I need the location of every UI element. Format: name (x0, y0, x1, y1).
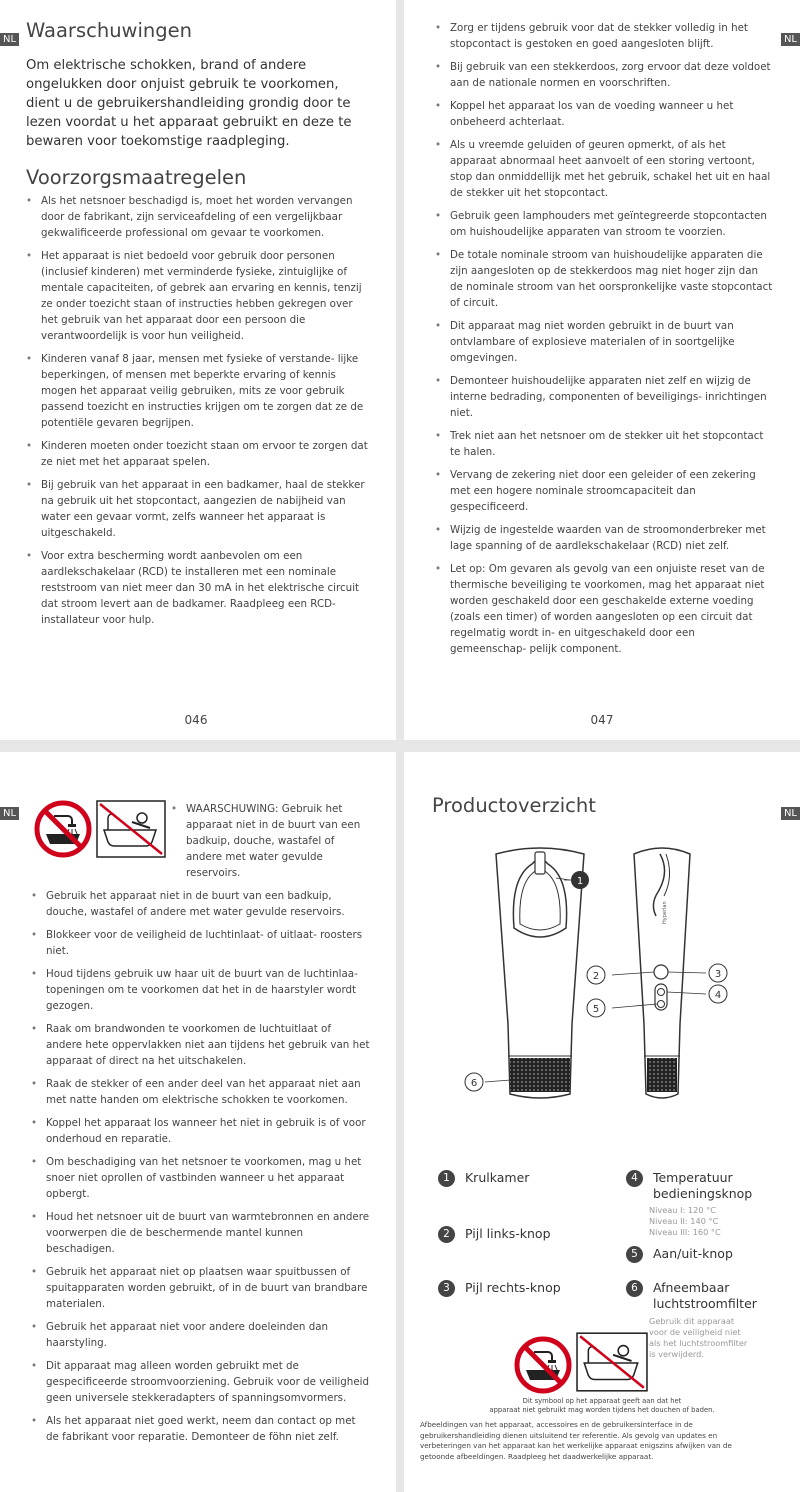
language-tab: NL (0, 807, 19, 820)
list-item: • Bij gebruik van een stekkerdoos, zorg ervoor dat deze voldoet aan de nationale normen en voorschriften. (434, 59, 774, 91)
warning-line: reservoirs. (186, 867, 241, 879)
legend-number: 5 (626, 1246, 643, 1263)
list-item: • Trek niet aan het netsnoer om de stekker uit het stopcontact te halen. (434, 428, 774, 460)
callout-2 (587, 966, 605, 984)
warning-line: WAARSCHUWING: Gebruik het (186, 803, 343, 815)
temperature-levels (649, 1205, 721, 1238)
list-item: • Koppel het apparaat los van de voeding wanneer u het onbeheerd achterlaat. (434, 98, 774, 130)
symbol-caption (404, 1397, 800, 1415)
legend-label: Pijl rechts-knop (464, 1280, 561, 1295)
warning-line: andere met water gevulde (186, 851, 323, 863)
precautions-list-continued (434, 20, 774, 664)
page-049 (404, 752, 800, 1492)
bath-warning: • WAARSCHUWING: Gebruik het apparaat niet in de buurt van een badkuip, douche, wastafel of andere met water gevulde reservoirs. (170, 801, 380, 881)
no-shower-icon (514, 1336, 572, 1394)
list-item: • Gebruik het apparaat niet op plaatsen waar spuitbussen of spuitapparaten worden gebruikt, of in de buurt van brandbare materialen. (30, 1264, 370, 1312)
list-item: • Houd het netsnoer uit de buurt van warmtebronnen en andere voorwerpen die de beschermende mantel kunnen beschadigen. (30, 1209, 370, 1257)
lead-line: dient u de gebruikershandleiding grondig door te (26, 96, 351, 111)
legend-item-5 (626, 1246, 733, 1263)
legend-number: 2 (438, 1226, 455, 1243)
lead-line: lezen voordat u het apparaat gebruikt en deze te (26, 115, 352, 130)
no-styler-near-bath-icon (96, 800, 166, 858)
level-text: Niveau I: 120 °C (649, 1205, 716, 1215)
heading-precautions: Voorzorgsmaatregelen (26, 166, 247, 189)
no-shower-icon (34, 800, 92, 858)
note-line: als het luchtstroomfilter (649, 1338, 748, 1348)
list-item: • Raak om brandwonden te voorkomen de luchtuitlaat of andere hete oppervlakken niet aan tijdens het gebruik van het apparaat of direct na het uitschakelen. (30, 1021, 370, 1069)
device-front-view (496, 848, 584, 1098)
caption-line: Dit symbool op het apparaat geeft aan dat het (522, 1397, 682, 1405)
list-item: • Koppel het apparaat los wanneer het niet in gebruik is of voor onderhoud en reparatie. (30, 1115, 370, 1147)
note-line: Gebruik dit apparaat (649, 1316, 735, 1326)
list-item: • Blokkeer voor de veiligheid de luchtinlaat- of uitlaat- roosters niet. (30, 927, 370, 959)
callout-4 (709, 985, 727, 1003)
list-item: • Vervang de zekering niet door een geleider of een zekering met een hogere nominale stroomcapaciteit dan gespecificeerd. (434, 467, 774, 515)
callout-number: 4 (714, 990, 722, 1001)
legend-item-4 (626, 1170, 752, 1202)
legend-number: 1 (438, 1170, 455, 1187)
language-tab: NL (781, 807, 800, 820)
list-item: • Gebruik het apparaat niet in de buurt van een badkuip, douche, wastafel of andere met water gevulde reservoirs. (30, 888, 370, 920)
warnings-lead (26, 56, 386, 151)
language-tab: NL (781, 33, 800, 46)
note-line: voor de veiligheid niet (649, 1327, 741, 1337)
list-item: • Dit apparaat mag niet worden gebruikt in de buurt van ontvlambare of explosieve materialen of in soortgelijke omgevingen. (434, 318, 774, 366)
lead-line: Om elektrische schokken, brand of andere (26, 58, 307, 73)
device-brand-label: Hyperlan (662, 901, 668, 924)
list-item: • Dit apparaat mag alleen worden gebruikt met de gespecificeerde stroomvoorziening. Gebruik voor de veiligheid geen universele stekkeradapters of spanningsomvormers. (30, 1358, 370, 1406)
legend-number: 6 (626, 1280, 643, 1297)
level-text: Niveau III: 160 °C (649, 1227, 721, 1237)
lead-line: bewaren voor toekomstige raadpleging. (26, 134, 290, 149)
disclaimer-line: Afbeeldingen van het apparaat, accessoires en de gebruikersinterface in de (420, 1420, 693, 1429)
precautions-list (25, 193, 370, 635)
lead-line: ongelukken door onjuist gebruik te voorkomen, (26, 77, 339, 92)
legend-number: 3 (438, 1280, 455, 1297)
legend-item-1 (438, 1170, 529, 1187)
list-item: • Als u vreemde geluiden of geuren opmerkt, of als het apparaat abnormaal heet aanvoelt of een storing vertoont, stop dan onmiddellijk met het gebruik, schakel het uit en haal de stekker uit het stopcontact. (434, 137, 774, 201)
caption-line: apparaat niet gebruikt mag worden tijdens het douchen of baden. (489, 1406, 715, 1414)
list-item: • Zorg er tijdens gebruik voor dat de stekker volledig in het stopcontact is gestoken en goed aangesloten blijft. (434, 20, 774, 52)
callout-number: 2 (592, 971, 600, 982)
list-item: • Bij gebruik van het apparaat in een badkamer, haal de stekker na gebruik uit het stopcontact, aangezien de nabijheid van water een gevaar vormt, zelfs wanneer het apparaat is uitgeschakeld. (25, 477, 370, 541)
list-item: • Gebruik het apparaat niet voor andere doeleinden dan haarstyling. (30, 1319, 370, 1351)
disclaimer-line: gebruikershandleiding dienen uitsluitend ter referentie. Als gevolg van updates en (420, 1430, 718, 1440)
list-item: • Het apparaat is niet bedoeld voor gebruik door personen (inclusief kinderen) met verminderde fysieke, zintuiglijke of mentale capaciteiten, of gebrek aan ervaring en kennis, tenzij ze onder toezicht staan of instructies hebben gekregen over het gebruik van het apparaat door een persoon die verantwoordelijk is voor hun veiligheid. (25, 248, 370, 344)
legend-label: Pijl links-knop (464, 1226, 551, 1241)
language-tab: NL (0, 33, 19, 46)
callout-6 (465, 1073, 483, 1091)
page-number: 047 (590, 713, 614, 727)
note-line: is verwijderd. (649, 1349, 704, 1359)
page-047 (404, 0, 800, 740)
disclaimer-line: getoonde afbeeldingen. Raadpleeg het daadwerkelijke apparaat. (420, 1451, 654, 1461)
list-item: • Gebruik geen lamphouders met geïntegreerde stopcontacten om huishoudelijke apparaten van stroom te voorzien. (434, 208, 774, 240)
page-number: 046 (184, 713, 208, 727)
page-048 (0, 752, 396, 1492)
legend-label: Aan/uit-knop (652, 1246, 733, 1261)
list-item: • Let op: Om gevaren als gevolg van een onjuiste reset van de thermische beveiliging te voorkomen, mag het apparaat niet worden geschakeld door een geschakelde externe voeding (zoals een timer) of worden aangesloten op een circuit dat regelmatig wordt in- en uitgeschakeld door een gemeenschap- pelijk component. (434, 561, 774, 657)
warning-line: badkuip, douche, wastafel of (186, 835, 335, 847)
list-item: • De totale nominale stroom van huishoudelijke apparaten die zijn aangesloten op de stekkerdoos mag niet hoger zijn dan de nominale stroom van het oorspronkelijke vaste stopcontact of circuit. (434, 247, 774, 311)
page-046 (0, 0, 396, 740)
filter-note (649, 1316, 747, 1360)
callout-3 (709, 964, 727, 982)
list-item: • Wijzig de ingestelde waarden van de stroomonderbreker met lage spanning of de aardlekschakelaar (RCD) niet zelf. (434, 522, 774, 554)
callout-number: 1 (576, 876, 584, 887)
legend-item-6 (626, 1280, 757, 1312)
legend-label: Temperatuur (652, 1170, 733, 1185)
list-item: • Kinderen vanaf 8 jaar, mensen met fysieke of verstande- lijke beperkingen, of mensen met beperkte ervaring of kennis mogen het apparaat veilig gebruiken, mits ze voor gebruik passend toezicht en instructies krijgen om te zorgen dat ze de potentiële gevaren begrijpen. (25, 351, 370, 431)
legend-item-3 (438, 1280, 561, 1297)
warning-line: apparaat niet in de buurt van een (186, 819, 361, 831)
legend-label: luchtstroomfilter (652, 1296, 757, 1311)
list-item: • Als het netsnoer beschadigd is, moet het worden vervangen door de fabrikant, zijn serviceafdeling of een vergelijkbaar gekwalificeerde professional om gevaar te voorkomen. (25, 193, 370, 241)
no-styler-near-bath-icon (576, 1330, 648, 1394)
legend-label: bedieningsknop (652, 1186, 753, 1201)
heading-product-overview: Productoverzicht (432, 794, 596, 817)
safety-list (30, 888, 370, 1452)
list-item: • Demonteer huishoudelijke apparaten niet zelf en wijzig de interne bedrading, componenten of beveiligings- inrichtingen niet. (434, 373, 774, 421)
legend-item-2 (438, 1226, 551, 1243)
list-item: • Raak de stekker of een ander deel van het apparaat niet aan met natte handen om elektrische schokken te voorkomen. (30, 1076, 370, 1108)
list-item: • Om beschadiging van het netsnoer te voorkomen, mag u het snoer niet oprollen of vastbinden wanneer u het apparaat opbergt. (30, 1154, 370, 1202)
legend-label: Afneembaar (652, 1280, 730, 1295)
callout-1 (571, 871, 589, 889)
legend-label: Krulkamer (464, 1170, 530, 1185)
list-item: • Voor extra bescherming wordt aanbevolen om een aardlekschakelaar (RCD) te installeren met een nominale reststroom van niet meer dan 30 mA in het elektrische circuit dat stroom levert aan de badkamer. Raadpleeg een RCD-installateur voor hulp. (25, 548, 370, 628)
callout-number: 5 (592, 1004, 600, 1015)
list-item: • Houd tijdens gebruik uw haar uit de buurt van de luchtinlaa- topeningen om te voorkomen dat het in de haarstyler wordt gezogen. (30, 966, 370, 1014)
legend-number: 4 (626, 1170, 643, 1187)
callout-number: 3 (714, 969, 722, 980)
callout-number: 6 (470, 1078, 478, 1089)
heading-warnings: Waarschuwingen (26, 19, 193, 42)
disclaimer-line: verbeteringen van het apparaat kan het werkelijke apparaat enigszins afwijken van de (420, 1441, 732, 1450)
disclaimer (420, 1420, 792, 1462)
callout-5 (587, 999, 605, 1017)
list-item: • Als het apparaat niet goed werkt, neem dan contact op met de fabrikant voor reparatie. Demonteer de föhn niet zelf. (30, 1413, 370, 1445)
list-item: • Kinderen moeten onder toezicht staan om ervoor te zorgen dat ze niet met het apparaat spelen. (25, 438, 370, 470)
product-diagram (444, 832, 744, 1132)
level-text: Niveau II: 140 °C (649, 1216, 719, 1226)
